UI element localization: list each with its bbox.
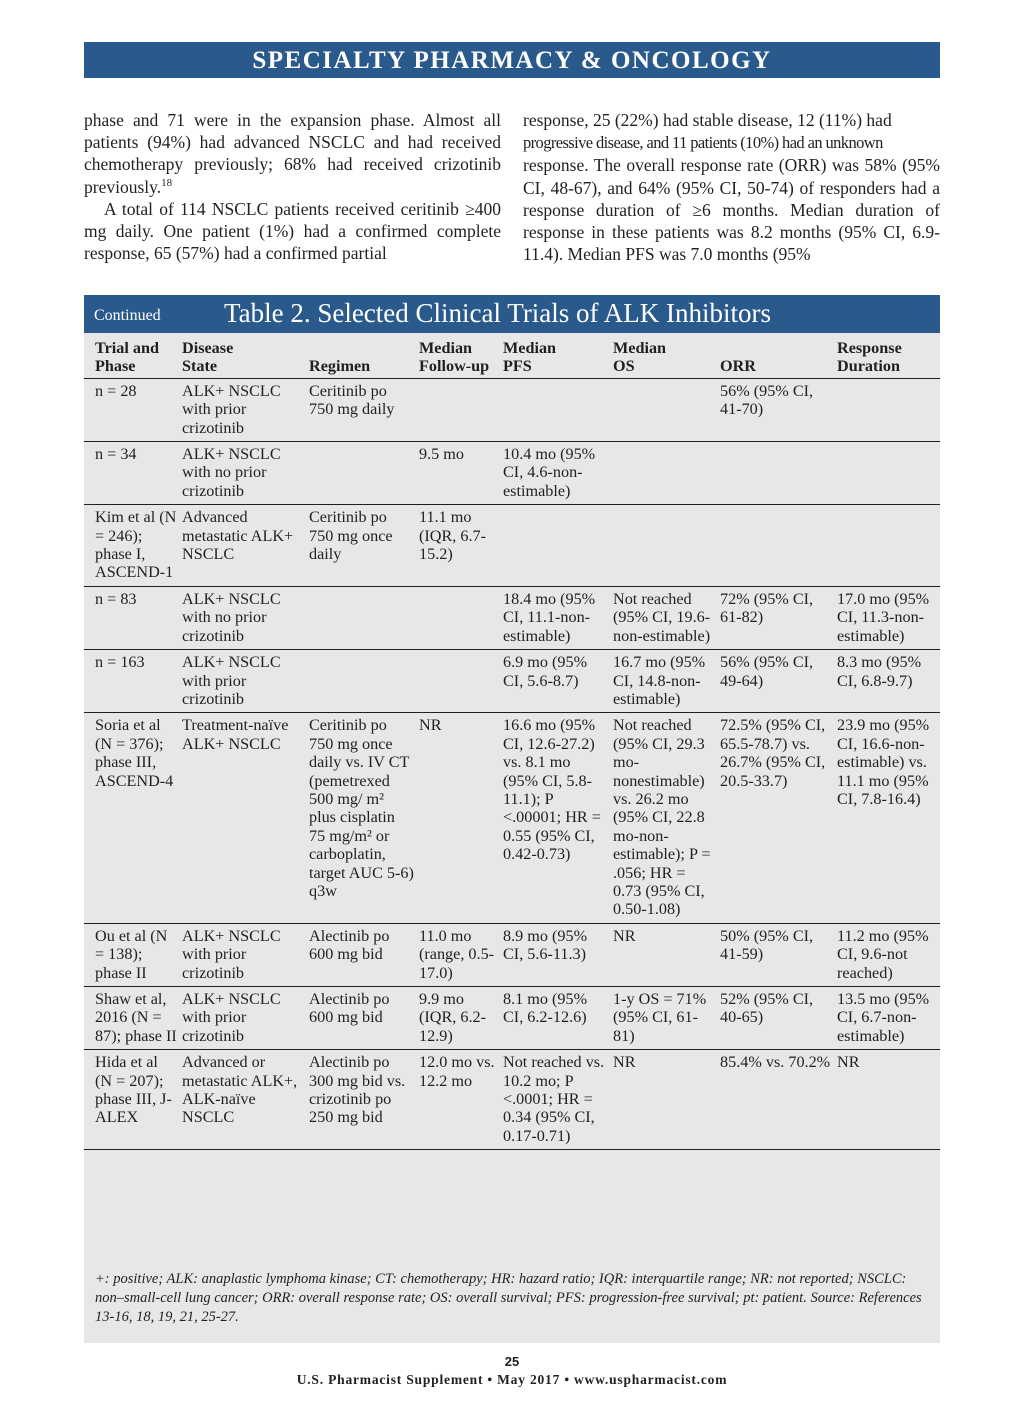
table-row [84,442,940,505]
table-cell [837,505,940,587]
table-cell: 16.7 mo (95% CI, 14.8-non-estimable) [613,650,720,713]
table-cell [309,650,419,713]
table-cell: 72.5% (95% CI, 65.5-78.7) vs. 26.7% (95% CI, 20.5-33.7) [720,713,837,923]
table-cell [419,650,503,713]
table-cell: 9.9 mo (IQR, 6.2-12.9) [419,987,503,1050]
table-cell: 11.2 mo (95% CI, 9.6-not reached) [837,923,940,986]
table-cell: 17.0 mo (95% CI, 11.3-non-estimable) [837,586,940,649]
table-cell [720,505,837,587]
table-title-bar [84,295,940,333]
table-cell [309,586,419,649]
table-cell: 85.4% vs. 70.2% [720,1050,837,1150]
table-cell: 11.0 mo (range, 0.5-17.0) [419,923,503,986]
table-row [84,586,940,649]
table-header-cell: Regimen [309,339,419,378]
table-cell: Alectinib po 300 mg bid vs. crizotinib po 250 mg bid [309,1050,419,1150]
table-cell: ALK+ NSCLC with no prior crizotinib [182,586,309,649]
table-cell: n = 28 [84,378,182,441]
table-header [84,339,940,378]
table-cell: ALK+ NSCLC with no prior crizotinib [182,442,309,505]
table-row [84,650,940,713]
body-paragraph: A total of 114 NSCLC patients received ceritinib ≥400 mg daily. One patient (1%) had a confirmed complete response, 65 (57%) had a confirmed partial [84,198,501,264]
table-cell: n = 34 [84,442,182,505]
table-cell: 12.0 mo vs. 12.2 mo [419,1050,503,1150]
table-cell [613,442,720,505]
table-cell: ALK+ NSCLC with prior crizotinib [182,650,309,713]
table-cell: Not reached vs. 10.2 mo; P <.0001; HR = 0.34 (95% CI, 0.17-0.71) [503,1050,613,1150]
continued-label: Continued [94,307,161,324]
table-header-cell: ORR [720,339,837,378]
table-header-cell: Median PFS [503,339,613,378]
table-cell: 9.5 mo [419,442,503,505]
table-cell: Soria et al (N = 376); phase III, ASCEND-4 [84,713,182,923]
body-column-left [84,109,501,264]
table-cell: 23.9 mo (95% CI, 16.6-non-estimable) vs. 11.1 mo (95% CI, 7.8-16.4) [837,713,940,923]
table-cell [613,505,720,587]
table-cell: 11.1 mo (IQR, 6.7-15.2) [419,505,503,587]
table-cell: Alectinib po 600 mg bid [309,987,419,1050]
table-cell: 52% (95% CI, 40-65) [720,987,837,1050]
table-body [84,378,940,1149]
table-cell [419,586,503,649]
table-cell [837,378,940,441]
clinical-trials-table-box [84,295,940,1343]
table-row [84,923,940,986]
table-title: Table 2. Selected Clinical Trials of ALK Inhibitors [224,298,772,328]
table-header-cell: Response Duration [837,339,940,378]
table-cell: 56% (95% CI, 49-64) [720,650,837,713]
table-cell [503,378,613,441]
table-cell: Ceritinib po 750 mg once daily [309,505,419,587]
body-column-right [523,109,940,265]
table-cell: 56% (95% CI, 41-70) [720,378,837,441]
table-cell: Not reached (95% CI, 19.6-non-estimable) [613,586,720,649]
reference-superscript: 18 [161,176,173,189]
table-cell: 10.4 mo (95% CI, 4.6-non-estimable) [503,442,613,505]
table-header-row [84,339,940,378]
table-cell: Ou et al (N = 138); phase II [84,923,182,986]
table-row [84,505,940,587]
table-cell: 72% (95% CI, 61-82) [720,586,837,649]
table-cell: n = 83 [84,586,182,649]
table-cell: Advanced metastatic ALK+ NSCLC [182,505,309,587]
table-row [84,1050,940,1150]
table-header-cell: Trial and Phase [84,339,182,378]
table-cell [837,442,940,505]
table-cell: ALK+ NSCLC with prior crizotinib [182,923,309,986]
page-number: 25 [504,1354,520,1369]
section-banner: SPECIALTY PHARMACY & ONCOLOGY [84,42,940,78]
body-paragraph: response, 25 (22%) had stable disease, 12 (11%) had progressive disease, and 11 patients (10%) had an unknown response. The overall response rate (ORR) was 58% (95% CI, 48-67), and 64% (95% CI, 50-74) of responders had a response duration of ≥6 months. Median duration of response in these patients was 8.2 months (95% CI, 6.9-11.4). Median PFS was 7.0 months (95% [523,110,940,265]
table-cell: NR [613,923,720,986]
table-header-cell: Median Follow-up [419,339,503,378]
table-row [84,378,940,441]
table-cell: Shaw et al, 2016 (N = 87); phase II [84,987,182,1050]
table-cell: Kim et al (N = 246); phase I, ASCEND-1 [84,505,182,587]
table-cell: 1-y OS = 71% (95% CI, 61-81) [613,987,720,1050]
table-cell: Advanced or metastatic ALK+, ALK-naïve NSCLC [182,1050,309,1150]
table-cell: 50% (95% CI, 41-59) [720,923,837,986]
table-row [84,987,940,1050]
table-cell: 8.9 mo (95% CI, 5.6-11.3) [503,923,613,986]
table-row [84,713,940,923]
page-footer: U.S. Pharmacist Supplement • May 2017 • www.uspharmacist.com [296,1372,728,1387]
table-cell: Treatment-naïve ALK+ NSCLC [182,713,309,923]
table-cell: Not reached (95% CI, 29.3 mo-nonestimable) vs. 26.2 mo (95% CI, 22.8 mo-non-estimable); P = .056; HR = 0.73 (95% CI, 0.50-1.08) [613,713,720,923]
table-cell: NR [613,1050,720,1150]
table-cell [419,378,503,441]
table-cell [613,378,720,441]
table-cell [309,442,419,505]
table-cell: 6.9 mo (95% CI, 5.6-8.7) [503,650,613,713]
table-cell: Hida et al (N = 207); phase III, J-ALEX [84,1050,182,1150]
body-paragraph: phase and 71 were in the expansion phase. Almost all patients (94%) had advanced NSCLC and had received chemotherapy previously; 68% had received crizotinib previously.$^{18}$ [84,110,501,197]
table-cell: NR [419,713,503,923]
table-cell: ALK+ NSCLC with prior crizotinib [182,378,309,441]
table-header-cell: Disease State [182,339,309,378]
table-cell: Ceritinib po 750 mg daily [309,378,419,441]
table-header-cell: Median OS [613,339,720,378]
clinical-trials-table [84,339,940,1150]
table-cell: 16.6 mo (95% CI, 12.6-27.2) vs. 8.1 mo (95% CI, 5.8-11.1); P <.00001; HR = 0.55 (95% CI, 0.42-0.73) [503,713,613,923]
table-cell: ALK+ NSCLC with prior crizotinib [182,987,309,1050]
table-cell: Alectinib po 600 mg bid [309,923,419,986]
table-cell [720,442,837,505]
table-cell: 8.1 mo (95% CI, 6.2-12.6) [503,987,613,1050]
table-cell [503,505,613,587]
table-cell: NR [837,1050,940,1150]
table-cell: 18.4 mo (95% CI, 11.1-non-estimable) [503,586,613,649]
table-cell: 8.3 mo (95% CI, 6.8-9.7) [837,650,940,713]
table-cell: Ceritinib po 750 mg once daily vs. IV CT (pemetrexed 500 mg/ m² plus cisplatin 75 mg/m² or carboplatin, target AUC 5-6) q3w [309,713,419,923]
table-cell: 13.5 mo (95% CI, 6.7-non-estimable) [837,987,940,1050]
table-footnote: +: positive; ALK: anaplastic lymphoma kinase; CT: chemotherapy; HR: hazard ratio; IQR: interquartile range; NR: not reported; NSCLC: non–small-cell lung cancer; ORR: overall response rate; OS: overall survival; PFS: progression-free survival; pt: patient. Source: References 13-16, 18, 19, 21, 25-27. [95,1271,922,1325]
table-cell: n = 163 [84,650,182,713]
